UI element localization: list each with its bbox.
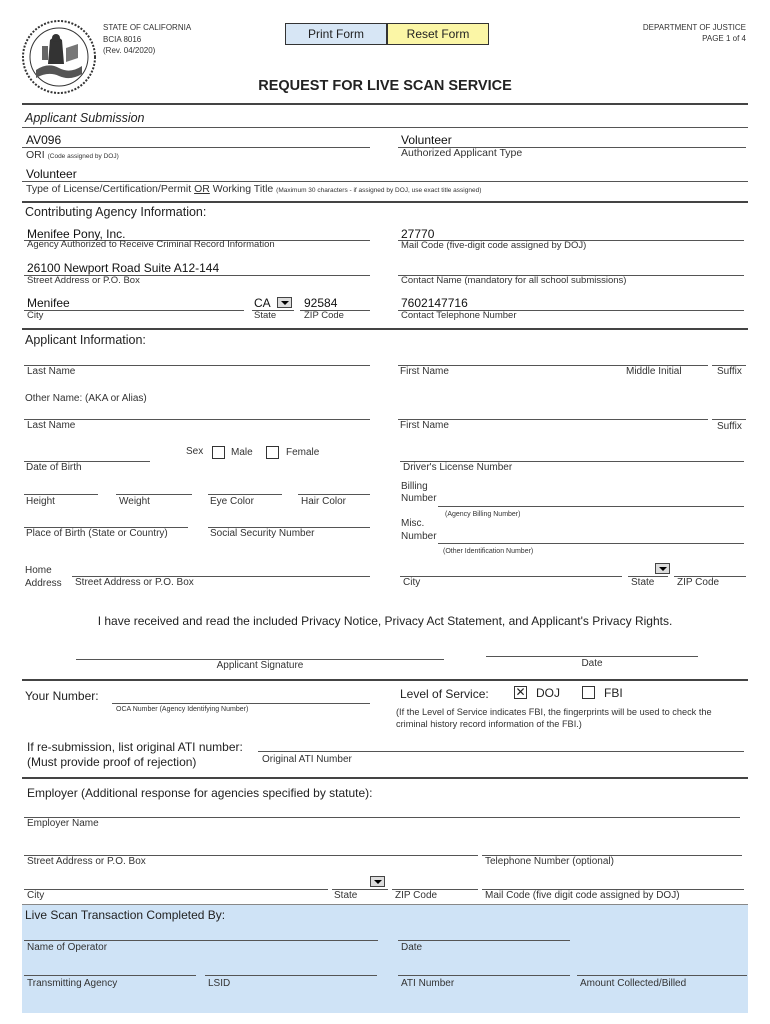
field-line [22, 181, 748, 182]
signature-label: Applicant Signature [216, 660, 304, 671]
billing-label-line1: Billing [401, 481, 428, 492]
employer-mail-code-label: Mail Code (five digit code assigned by DOJ) [485, 890, 680, 901]
first-name-label: First Name [400, 366, 449, 377]
misc-number-field[interactable] [438, 543, 744, 544]
street-address-label: Street Address or P.O. Box [27, 275, 140, 286]
resubmission-label-line1: If re-submission, list original ATI number: [27, 740, 243, 754]
ssn-label: Social Security Number [210, 528, 315, 539]
alias-last-name-field[interactable] [24, 419, 370, 420]
alias-suffix-field[interactable] [712, 419, 746, 420]
level-of-service-label: Level of Service: [400, 687, 489, 701]
employer-city-field[interactable] [24, 889, 328, 890]
state-label: State [254, 310, 277, 321]
ati-number-field[interactable] [398, 975, 570, 976]
original-ati-label: Original ATI Number [262, 754, 352, 765]
eye-color-field[interactable] [208, 494, 282, 495]
middle-initial-label: Middle Initial [626, 366, 682, 377]
drivers-license-label: Driver's License Number [403, 462, 513, 473]
print-form-button[interactable]: Print Form [285, 23, 387, 45]
employer-street-label: Street Address or P.O. Box [27, 856, 146, 867]
male-checkbox[interactable] [212, 446, 225, 459]
home-label-line2: Address [25, 578, 62, 589]
lsid-label: LSID [208, 978, 231, 989]
height-field[interactable] [24, 494, 98, 495]
mail-code-field[interactable]: 27770 [401, 227, 435, 241]
your-number-label: Your Number: [25, 689, 99, 703]
page-number: PAGE 1 of 4 [702, 34, 746, 43]
ori-label [26, 149, 119, 161]
contact-phone-label: Contact Telephone Number [401, 310, 517, 321]
reset-form-button[interactable]: Reset Form [387, 23, 489, 45]
misc-label-line2: Number [401, 531, 437, 542]
oca-number-field[interactable] [112, 703, 370, 704]
license-title-field[interactable]: Volunteer [26, 167, 77, 181]
fbi-checkbox[interactable] [582, 686, 595, 699]
page-title: REQUEST FOR LIVE SCAN SERVICE [258, 78, 512, 94]
misc-note: (Other Identification Number) [443, 548, 534, 555]
form-revision: (Rev. 04/2020) [103, 46, 156, 55]
sex-label: Sex [186, 446, 204, 457]
title-rule [22, 103, 748, 105]
home-state-label: State [631, 577, 655, 588]
original-ati-field[interactable] [258, 751, 744, 752]
height-label: Height [26, 496, 55, 507]
form-id: BCIA 8016 [103, 35, 142, 44]
license-label-a: Type of License/Certification/Permit [26, 183, 192, 195]
contributing-agency-heading: Contributing Agency Information: [25, 205, 207, 219]
hair-color-field[interactable] [298, 494, 370, 495]
home-city-label: City [403, 577, 421, 588]
section-rule [22, 127, 748, 128]
fbi-note-line2: criminal history record information of the FBI.) [396, 719, 582, 729]
hair-color-label: Hair Color [301, 496, 347, 507]
alias-last-name-label: Last Name [27, 420, 76, 431]
oca-note: OCA Number (Agency Identifying Number) [116, 706, 249, 713]
billing-number-field[interactable] [438, 506, 744, 507]
ori-field[interactable]: AV096 [26, 133, 62, 147]
female-label: Female [286, 447, 320, 458]
agency-name-field[interactable]: Menifee Pony, Inc. [27, 227, 126, 241]
city-label: City [27, 310, 44, 321]
agency-name-label: Agency Authorized to Receive Criminal Record Information [27, 239, 275, 250]
contact-phone-field[interactable]: 7602147716 [401, 296, 468, 310]
place-of-birth-label: Place of Birth (State or Country) [26, 528, 168, 539]
weight-label: Weight [119, 496, 150, 507]
eye-color-label: Eye Color [210, 496, 254, 507]
male-label: Male [231, 447, 253, 458]
alias-first-name-label: First Name [400, 420, 449, 431]
section-rule [22, 328, 748, 330]
signature-date-field[interactable] [486, 656, 698, 657]
applicant-type-label: Authorized Applicant Type [401, 147, 523, 159]
employer-phone-label: Telephone Number (optional) [485, 856, 614, 867]
fbi-label: FBI [604, 686, 623, 700]
license-note: (Maximum 30 characters - if assigned by DOJ, use exact title assigned) [276, 187, 482, 194]
department-name: DEPARTMENT OF JUSTICE [642, 23, 746, 32]
license-label-or: OR [194, 183, 210, 195]
amount-field[interactable] [577, 975, 747, 976]
transmitting-agency-field[interactable] [24, 975, 196, 976]
doj-label: DOJ [536, 686, 560, 700]
fbi-note-line1: (If the Level of Service indicates FBI, the fingerprints will be used to check the [396, 707, 712, 717]
section-rule [22, 777, 748, 779]
applicant-type-field[interactable]: Volunteer [401, 133, 452, 147]
dob-label: Date of Birth [26, 462, 82, 473]
alias-suffix-label: Suffix [717, 421, 742, 432]
dropdown-arrow-icon[interactable] [655, 563, 670, 574]
live-scan-heading: Live Scan Transaction Completed By: [25, 908, 226, 922]
state-select[interactable]: CA [254, 296, 271, 310]
section-rule [22, 201, 748, 203]
last-name-label: Last Name [27, 366, 76, 377]
home-zip-label: ZIP Code [677, 577, 720, 588]
home-label-line1: Home [25, 565, 52, 576]
dropdown-arrow-icon[interactable] [277, 297, 292, 308]
license-label-b: Working Title [212, 183, 274, 195]
section-rule [22, 679, 748, 681]
license-title-label [26, 183, 481, 195]
live-scan-date-field[interactable] [398, 940, 570, 941]
weight-field[interactable] [116, 494, 192, 495]
ori-note: (Code assigned by DOJ) [47, 153, 119, 160]
home-city-field[interactable] [400, 576, 622, 577]
employer-state-label: State [334, 890, 358, 901]
state-name: STATE OF CALIFORNIA [103, 23, 192, 32]
last-name-field[interactable] [24, 365, 370, 366]
privacy-statement: I have received and read the included Privacy Notice, Privacy Act Statement, and Applicant's Privacy Rights. [97, 614, 673, 628]
field-line [24, 310, 244, 311]
transmitting-agency-label: Transmitting Agency [27, 978, 118, 989]
mail-code-label: Mail Code (five-digit code assigned by DOJ) [401, 240, 587, 251]
live-scan-date-label: Date [401, 942, 423, 953]
zip-label: ZIP Code [304, 310, 344, 321]
doj-checkbox[interactable]: ✕ [515, 685, 526, 699]
resubmission-label-line2: (Must provide proof of rejection) [27, 755, 197, 769]
dropdown-arrow-icon[interactable] [370, 876, 385, 887]
street-address-field[interactable]: 26100 Newport Road Suite A12-144 [27, 261, 220, 275]
employer-heading: Employer (Additional response for agencies specified by statute): [27, 786, 373, 800]
city-field[interactable]: Menifee [27, 296, 70, 310]
billing-label-line2: Number [401, 493, 437, 504]
employer-zip-label: ZIP Code [395, 890, 438, 901]
employer-name-label: Employer Name [27, 818, 99, 829]
contact-name-label: Contact Name (mandatory for all school submissions) [401, 275, 627, 286]
operator-name-field[interactable] [24, 940, 378, 941]
female-checkbox[interactable] [266, 446, 279, 459]
home-street-label: Street Address or P.O. Box [75, 577, 194, 588]
misc-label-line1: Misc. [401, 518, 425, 529]
employer-city-label: City [27, 890, 45, 901]
amount-label: Amount Collected/Billed [580, 978, 687, 989]
lsid-field[interactable] [205, 975, 377, 976]
suffix-label: Suffix [717, 366, 742, 377]
signature-date-label: Date [581, 658, 603, 669]
operator-name-label: Name of Operator [27, 942, 108, 953]
ori-label-text: ORI [26, 149, 45, 161]
ati-number-label: ATI Number [401, 978, 455, 989]
applicant-info-heading: Applicant Information: [25, 333, 146, 347]
zip-field[interactable]: 92584 [304, 296, 338, 310]
billing-note: (Agency Billing Number) [445, 511, 521, 518]
applicant-submission-heading: Applicant Submission [25, 111, 145, 125]
employer-name-field[interactable] [24, 817, 740, 818]
other-name-label: Other Name: (AKA or Alias) [25, 393, 147, 404]
field-line [22, 147, 370, 148]
